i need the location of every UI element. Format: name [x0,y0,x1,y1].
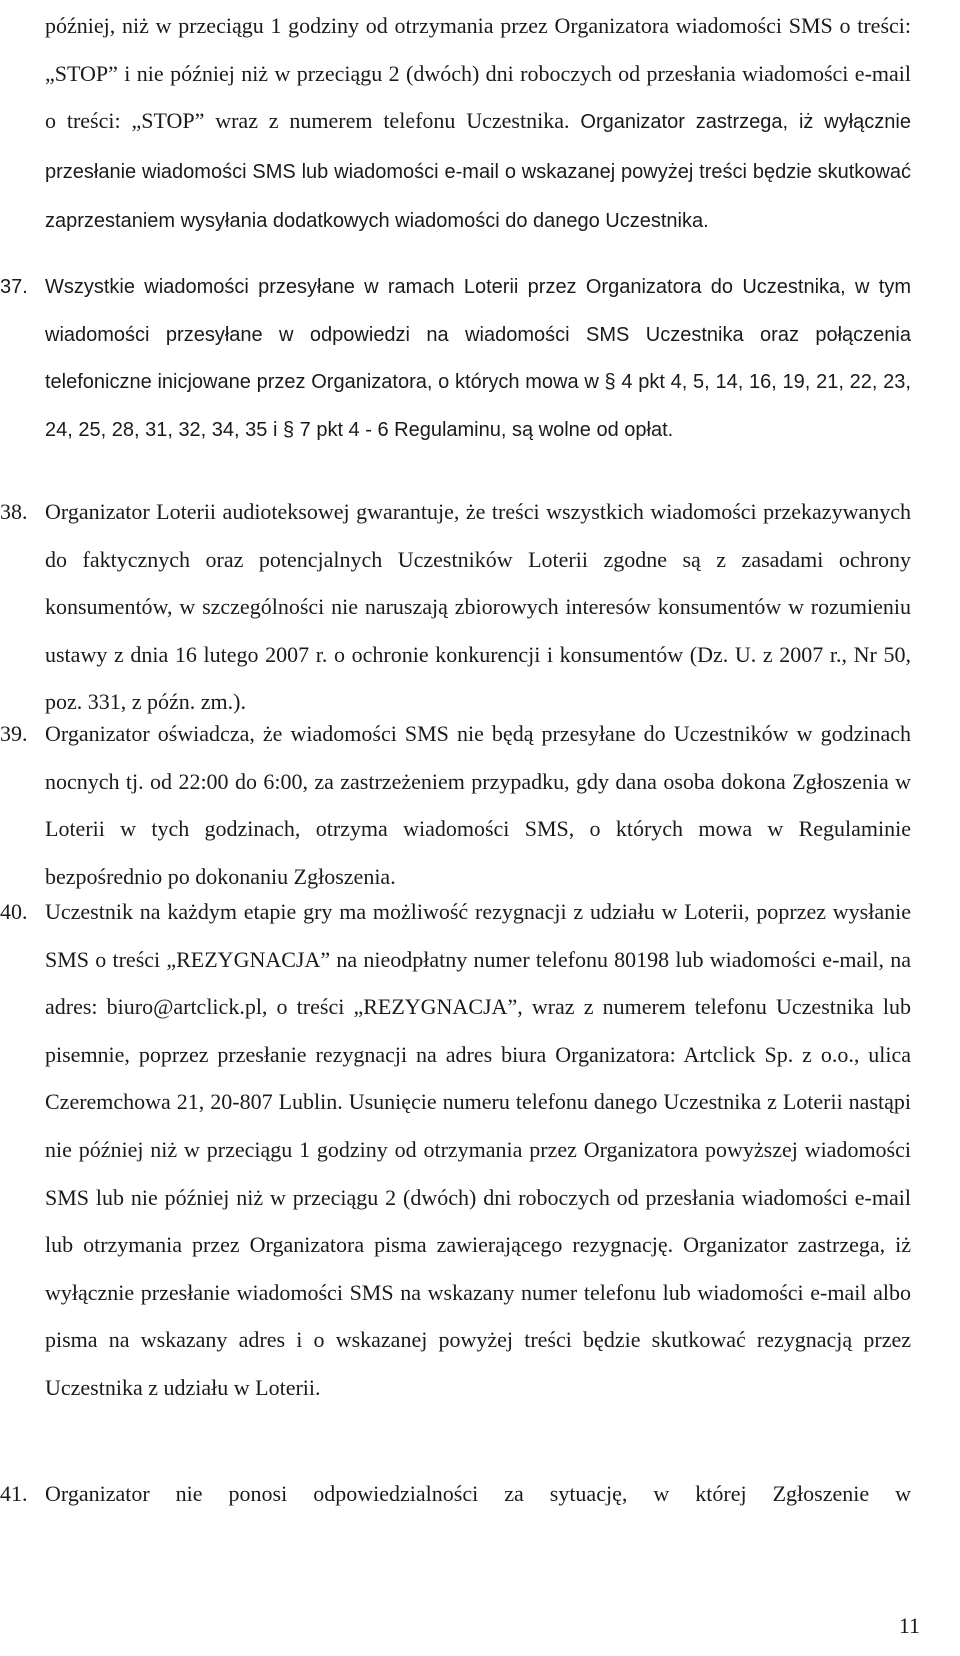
item-number: 37. [0,276,28,298]
item-text: Uczestnik na każdym etapie gry ma możliwość rezygnacji z udziału w Loterii, poprzez wysłanie SMS o treści „REZYGNACJA” na nieodpłatny numer telefonu 80198 lub wiadomości e-mail, na adres: biuro@artclick.pl, o treści „REZYGNACJA”, wraz z numerem telefonu Uczestnika lub pisemnie, poprzez przesłanie rezygnacji na adres biura Organizatora: Artclick Sp. z o.o., ulica Czeremchowa 21, 20-807 Lublin. Usunięcie numeru telefonu danego Uczestnika z Loterii nastąpi nie później niż w przeciągu 1 godziny od otrzymania przez Organizatora powyższej wiadomości SMS lub nie później niż w przeciągu 2 (dwóch) dni roboczych od przesłania wiadomości e-mail lub otrzymania przez Organizatora pisma zawierającego rezygnację. Organizator zastrzega, iż wyłącznie przesłanie wiadomości SMS na wskazany numer telefonu lub wiadomości e-mail albo pisma na wskazany adres i o wskazanej powyżej treści będzie skutkować rezygnacją przez Uczestnika z udziału w Loterii. [45,899,911,1400]
item-number: 38. [0,499,28,524]
page-number: 11 [898,1613,920,1638]
paragraph-continuation [45,2,911,246]
item-text: Wszystkie wiadomości przesyłane w ramach Loterii przez Organizatora do Uczestnika, w tym wiadomości przesyłane w odpowiedzi na wiadomości SMS Uczestnika oraz połączenia telefoniczne inicjowane przez Organizatora, o których mowa w § 4 pkt 4, 5, 14, 16, 19, 21, 22, 23, 24, 25, 28, 31, 32, 34, 35 i § 7 pkt 4 - 6 Regulaminu, są wolne od opłat. [45,276,911,441]
item-text: Organizator Loterii audioteksowej gwarantuje, że treści wszystkich wiadomości przekazywanych do faktycznych oraz potencjalnych Uczestników Loterii zgodne są z zasadami ochrony konsumentów, w szczególności nie naruszają zbiorowych interesów konsumentów w rozumieniu ustawy z dnia 16 lutego 2007 r. o ochronie konkurencji i konsumentów (Dz. U. z 2007 r., Nr 50, poz. 331, z późn. zm.). [45,499,911,715]
list-item-41 [0,1470,911,1518]
item-number: 41. [0,1481,28,1506]
list-item-40 [0,888,911,1412]
item-text: Organizator oświadcza, że wiadomości SMS nie będą przesyłane do Uczestników w godzinach nocnych tj. od 22:00 do 6:00, za zastrzeżeniem przypadku, gdy dana osoba dokona Zgłoszenia w Loterii w tych godzinach, otrzyma wiadomości SMS, o których mowa w Regulaminie bezpośrednio po dokonaniu Zgłoszenia. [45,721,911,889]
list-item-37 [0,264,911,454]
item-number: 39. [0,721,28,746]
continuation-text-1: później, niż w przeciągu 1 godziny od otrzymania przez Organizatora wiadomości SMS o treści: „STOP” i nie później niż w przeciągu 2 (dwóch) dni roboczych od przesłania wiadomości e-mail o treści: „STOP” wraz z numerem telefonu Uczestnika. [45,13,911,134]
list-item-38 [0,488,911,726]
item-text: Organizator nie ponosi odpowiedzialności za sytuację, w której Zgłoszenie w [45,1481,911,1506]
item-number: 40. [0,899,28,924]
list-item-39 [0,710,911,900]
continuation-text-2: Organizator zastrzega, iż wyłącznie przesłanie wiadomości SMS lub wiadomości e-mail o wskazanej powyżej treści będzie skutkować zaprzestaniem wysyłania dodatkowych wiadomości do danego Uczestnika. [45,111,911,233]
